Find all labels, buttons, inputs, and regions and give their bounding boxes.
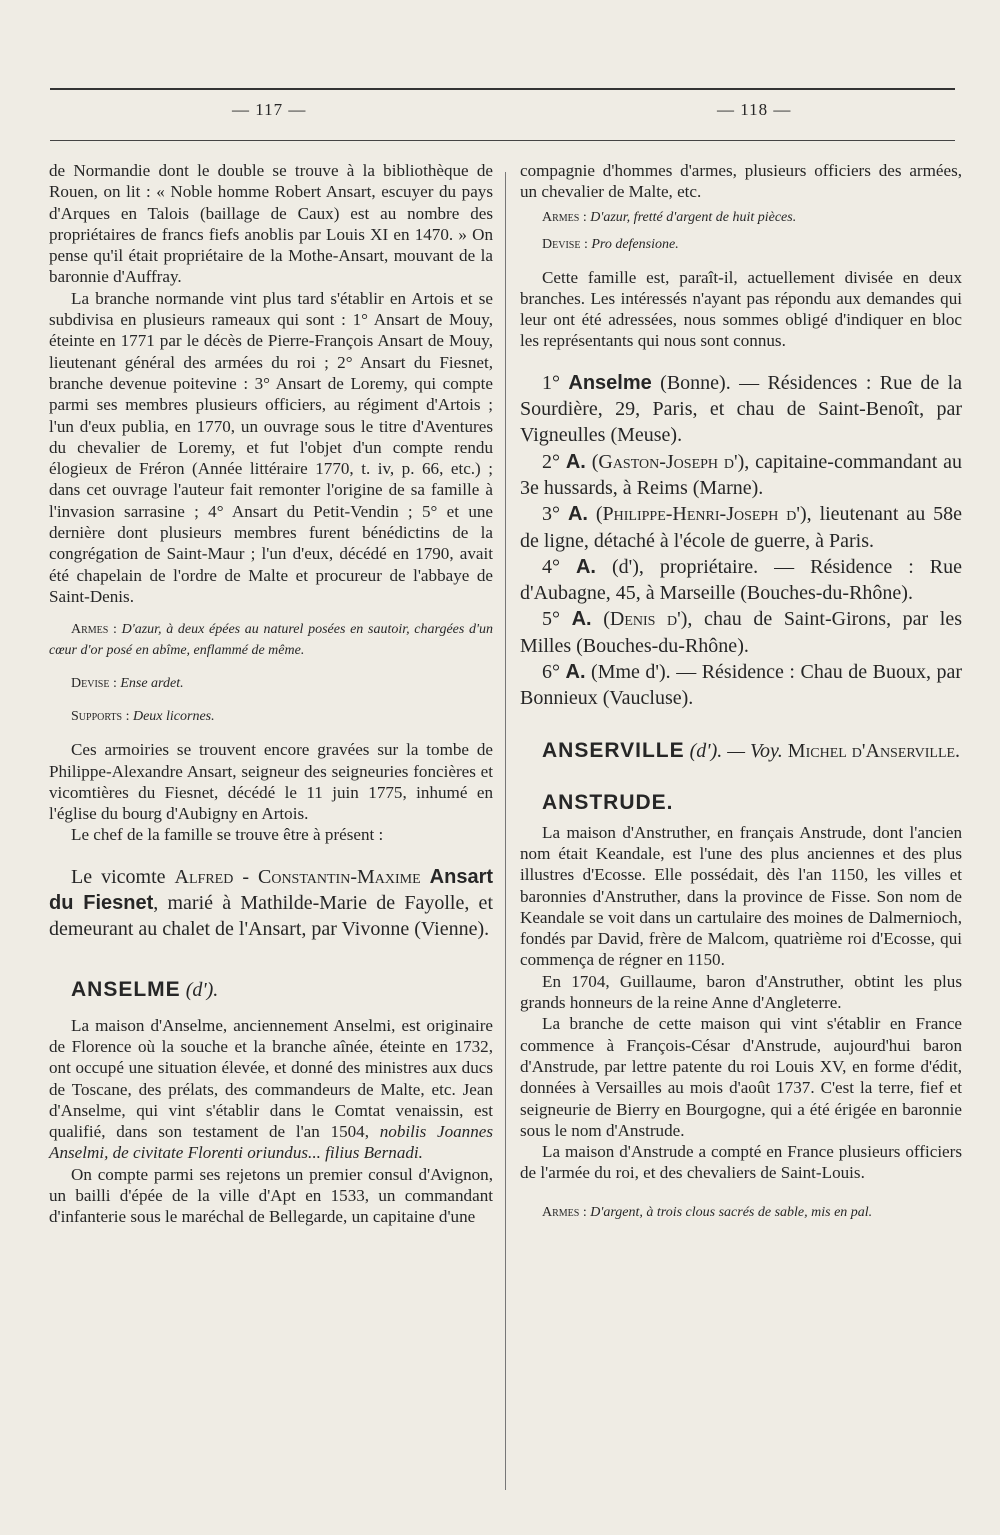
entry-2: 2° A. (Gaston-Joseph d'), capitaine-commandant au 3e hussards, à Reims (Marne).	[520, 450, 962, 499]
heading-anstrude: ANSTRUDE.	[542, 790, 674, 814]
entry-6: 6° A. (Mme d'). — Résidence : Chau de Buoux, par Bonnieux (Vaucluse).	[520, 661, 962, 710]
family-name: Ansart du Fiesnet	[49, 865, 494, 915]
supports-line	[49, 706, 493, 727]
page-number-left: — 117 —	[232, 100, 307, 119]
heading-anselme: ANSELME	[71, 977, 181, 1001]
entry-1: 1° Anselme (Bonne). — Résidences : Rue de la Sourdière, 29, Paris, et chau de Saint-Benoît, par Vigneulles (Meuse).	[520, 371, 963, 447]
supports-label: Supports :	[71, 709, 130, 725]
left-column	[49, 160, 493, 1228]
armes-line: Armes : D'azur, fretté d'argent de huit pièces.	[542, 209, 797, 225]
armes-label: Armes :	[71, 622, 117, 638]
armes-text: D'azur, à deux épées au naturel posées en sautoir, chargées d'un cœur d'or posé en abîme, enflammé de même.	[49, 622, 493, 659]
paragraph: La maison d'Anselme, anciennement Anselmi, est originaire de Florence où la souche et la branche aînée, éteinte en 1732, ont occupé une situation élevée, et donné des ministres aux ducs de Toscane, des prélats, des commandeurs de Malte, etc. Jean d'Anselme, qui vint s'établir dans le Comtat venaissin, est qualifié, dans son testament de l'an 1504, nobilis Joannes Anselmi, de civitate Florenti oriundus... filius Bernadi.	[49, 1015, 493, 1163]
header-rule	[50, 140, 955, 141]
devise-line: Devise : Pro defensione.	[542, 236, 679, 252]
entry-5: 5° A. (Denis d'), chau de Saint-Girons, par les Milles (Bouches-du-Rhône).	[520, 608, 963, 657]
paragraph: compagnie d'hommes d'armes, plusieurs officiers des armées, un chevalier de Malte, etc.	[520, 161, 962, 202]
column-divider	[505, 172, 506, 1490]
paragraph: On compte parmi ses rejetons un premier consul d'Avignon, un bailli d'épée de la ville d'Apt en 1533, un commandant d'infanterie sous le maréchal de Bellegarde, un capitaine d'une	[49, 1164, 493, 1227]
devise-text: Ense ardet.	[120, 676, 184, 692]
paragraph: Cette famille est, paraît-il, actuellement divisée en deux branches. Les intéressés n'ayant pas répondu aux demandes qui leur ont été adressées, nous sommes obligé d'indiquer en bloc les représentants qui nous sont connus.	[520, 267, 962, 351]
paragraph: La branche de cette maison qui vint s'établir en France commence à François-César d'Anstrude, aujourd'hui baron d'Anstrude, par lettre patente du roi Louis XV, en forme d'édit, données à Versailles au mois d'août 1737. C'est la terre, fief et seigneurie de Bierry en Bourgogne, qui a été érigée en baronnie sous le nom d'Anstrude.	[520, 1014, 962, 1140]
given-names: Alfred - Constantin-Maxime	[174, 865, 421, 888]
devise-line	[49, 673, 493, 694]
heading-anserville: ANSERVILLE	[542, 738, 685, 762]
paragraph: La branche normande vint plus tard s'établir en Artois et se subdivisa en plusieurs rameaux qui sont : 1° Ansart de Mouy, éteinte en 1771 par le décès de Pierre-François Ansart de Mouy, lieutenant général des armées du roi ; 2° Ansart du Fiesnet, branche devenue poitevine : 3° Ansart de Loremy, qui compte parmi ses membres plusieurs officiers, au régiment d'Artois ; l'un d'eux publia, en 1770, un ouvrage sous le titre d'Aventures du chevalier de Loremy, et fut l'objet d'un compte rendu élogieux de Fréron (Année littéraire 1770, t. iv, p. 66, etc.) ; dans cet ouvrage l'auteur fait remonter l'origine de sa famille à l'invasion sarrasine ; 4° Ansart du Petit-Vendin ; 5° et une dernière dont plusieurs membres furent bénédictins de la congrégation de Saint-Maur ; l'un d'eux, décédé en 1790, avait été chapelain de l'ordre de Malte et procureur de l'abbaye de Saint-Denis.	[49, 288, 493, 606]
armes-line	[49, 619, 493, 661]
paragraph: En 1704, Guillaume, baron d'Anstruther, obtint les plus grands honneurs de la reine Anne d'Angleterre.	[520, 971, 962, 1013]
devise-label: Devise :	[71, 676, 117, 692]
section-heading: ANSELME (d').	[71, 977, 219, 1001]
page-number-right: — 118 —	[717, 100, 792, 119]
armes-line: Armes : D'argent, à trois clous sacrés de sable, mis en pal.	[542, 1204, 873, 1220]
paragraph: Ces armoiries se trouvent encore gravées sur la tombe de Philippe-Alexandre Ansart, seigneur des seigneuries foncières et vicomtières du Fiesnet, décédé le 11 juin 1775, inhumé en l'église du bourg d'Aubigny en Artois.	[49, 740, 493, 824]
right-column	[520, 160, 962, 1223]
section-heading	[520, 790, 962, 816]
paragraph: La maison d'Anstrude a compté en France plusieurs officiers de l'armée du roi, et des chevaliers de Saint-Louis.	[520, 1142, 962, 1183]
section-heading: ANSERVILLE (d'). — Voy. Michel d'Anserville.	[542, 738, 961, 762]
entry-4: 4° A. (d'), propriétaire. — Résidence : Rue d'Aubagne, 45, à Marseille (Bouches-du-Rhône).	[520, 555, 963, 605]
paragraph: de Normandie dont le double se trouve à la bibliothèque de Rouen, on lit : « Noble homme Robert Ansart, escuyer du pays d'Arques en Talois (baillage de Caux) est au nombre des propriétaires de francs fiefs anoblis par Louis XI en 1470. » On pense qu'il était propriétaire de la Mothe-Ansart, mouvant de la baronnie d'Auffray.	[49, 161, 493, 287]
top-rule	[50, 88, 955, 90]
paragraph: Le chef de la famille se trouve être à présent :	[71, 825, 384, 845]
entry-3: 3° A. (Philippe-Henri-Joseph d'), lieutenant au 58e de ligne, détaché à l'école de guerre, à Paris.	[520, 503, 963, 552]
supports-text: Deux licornes.	[132, 709, 215, 725]
family-head-entry: Le vicomte Alfred - Constantin-Maxime Ansart du Fiesnet, marié à Mathilde-Marie de Fayolle, et demeurant au chalet de l'Ansart, par Vivonne (Vienne).	[49, 865, 494, 941]
paragraph: La maison d'Anstruther, en français Anstrude, dont l'ancien nom était Keandale, est l'une des plus anciennes et des plus illustres d'Ecosse. Elle possédait, dès l'an 1150, les villes et baronnies d'Anstruther, dans la province de Fisse. Son nom de Keandale se voit dans un cartulaire des moines de Dalmernioch, fondés par David, frère de Malcom, quatrième roi d'Ecosse, qui commença de régner en 1150.	[520, 822, 962, 970]
